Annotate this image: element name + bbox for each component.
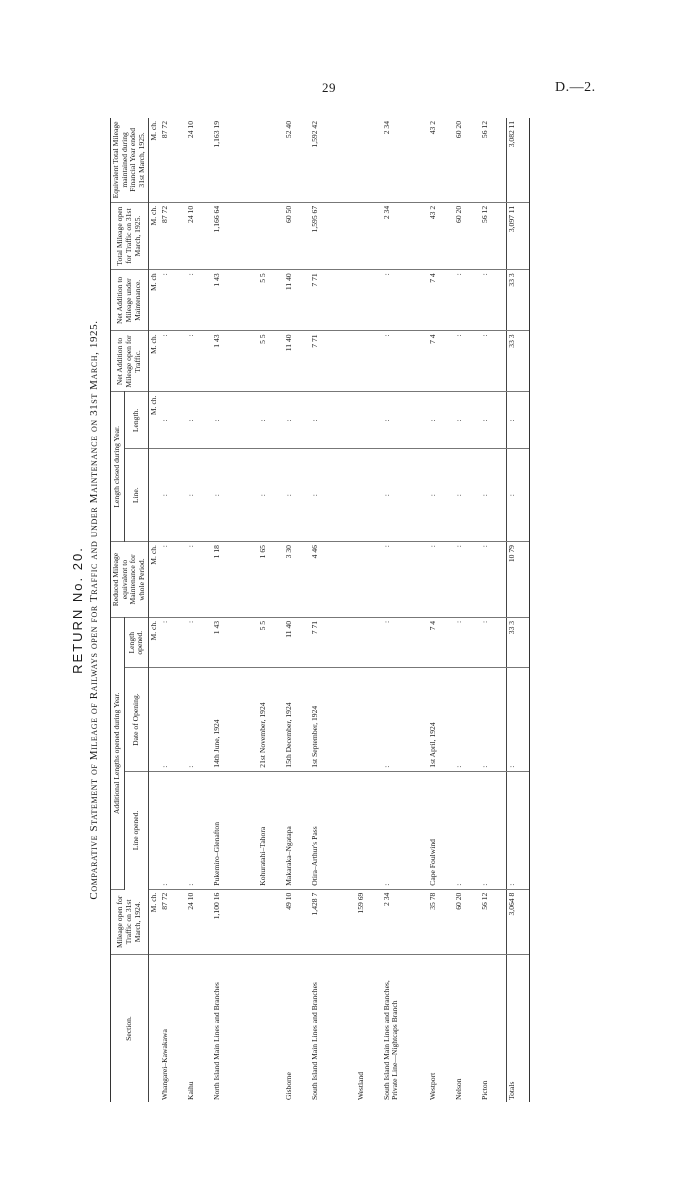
net-traffic-cell: 33 3: [506, 331, 529, 392]
closed-length-cell: :: [186, 392, 212, 449]
header-reduced: Reduced Mileage equivalent to Maintenance for whole Period.: [111, 542, 149, 618]
closed-line-cell: :: [506, 449, 529, 542]
equivalent-mileage-cell: [356, 118, 382, 202]
header-total: Total Mileage open for Traffic on 31st March, 1925.: [111, 202, 149, 269]
header-line-opened: Line opened.: [124, 771, 148, 889]
total-mileage-cell: 24 10: [186, 202, 212, 269]
equivalent-mileage-cell: 24 10: [186, 118, 212, 202]
total-mileage-cell: 1,166 64: [212, 202, 258, 269]
closed-line-cell: :: [186, 449, 212, 542]
date-opening-cell: :: [186, 668, 212, 771]
net-maintenance-cell: 7 71: [310, 270, 356, 331]
length-opened-cell: 1 43: [212, 617, 258, 668]
table-row: [212, 118, 258, 1102]
net-maintenance-cell: :: [186, 270, 212, 331]
table-row: [480, 118, 507, 1102]
closed-length-cell: :: [310, 392, 356, 449]
mileage-open-cell: 2 34: [382, 889, 428, 954]
unit-cell: M. ch.: [148, 889, 159, 954]
date-opening-cell: :: [480, 668, 507, 771]
closed-length-cell: :: [454, 392, 480, 449]
table-row: [428, 118, 454, 1102]
section-cell: Whangarei–Kawakawa: [159, 1029, 169, 1100]
closed-line-cell: :: [480, 449, 507, 542]
length-opened-cell: :: [454, 617, 480, 668]
length-opened-cell: 5 5: [258, 617, 284, 668]
header-mileage-open: Mileage open for Traffic on 31st March, 1924.: [111, 889, 149, 954]
reduced-mileage-cell: :: [160, 542, 186, 618]
closed-line-cell: :: [310, 449, 356, 542]
section-cell: Totals: [506, 955, 529, 1102]
section-cell: Westport: [427, 1072, 437, 1100]
net-maintenance-cell: 1 43: [212, 270, 258, 331]
length-opened-cell: 7 4: [428, 617, 454, 668]
header-length-opened: Length opened.: [124, 617, 148, 668]
page-number: 29: [322, 80, 336, 95]
reduced-mileage-cell: :: [480, 542, 507, 618]
total-mileage-cell: [258, 202, 284, 269]
mileage-open-cell: 24 10: [186, 889, 212, 954]
length-opened-cell: 7 71: [310, 617, 356, 668]
return-title: RETURN No. 20.: [70, 546, 85, 674]
unit-cell: M. ch.: [148, 118, 159, 202]
closed-line-cell: :: [258, 449, 284, 542]
line-opened-cell: :: [506, 771, 529, 889]
table-row: [284, 118, 310, 1102]
net-traffic-cell: 1 43: [212, 331, 258, 392]
header-net-traffic: Net Addition to Mileage open for Traffic.: [111, 331, 149, 392]
unit-cell: M. ch.: [148, 542, 159, 618]
net-traffic-cell: :: [480, 331, 507, 392]
net-traffic-cell: :: [454, 331, 480, 392]
mileage-table: [110, 118, 530, 1102]
closed-length-cell: :: [284, 392, 310, 449]
reduced-mileage-cell: :: [382, 542, 428, 618]
table-row: [160, 118, 186, 1102]
total-mileage-cell: 60 50: [284, 202, 310, 269]
total-mileage-cell: 56 12: [480, 202, 507, 269]
date-opening-cell: 14th June, 1924: [212, 668, 258, 771]
unit-cell: M. ch.: [148, 202, 159, 269]
reduced-mileage-cell: 1 65: [258, 542, 284, 618]
net-maintenance-cell: 33 3: [506, 270, 529, 331]
equivalent-mileage-cell: 87 72: [160, 118, 186, 202]
net-maintenance-cell: :: [160, 270, 186, 331]
reduced-mileage-cell: 4 46: [310, 542, 356, 618]
section-cell: Picton: [479, 1080, 489, 1100]
total-mileage-cell: 60 20: [454, 202, 480, 269]
equivalent-mileage-cell: 1,163 19: [212, 118, 258, 202]
table-row: [258, 118, 284, 1102]
total-mileage-cell: 87 72: [160, 202, 186, 269]
net-maintenance-cell: 7 4: [428, 270, 454, 331]
closed-line-cell: :: [454, 449, 480, 542]
net-maintenance-cell: :: [480, 270, 507, 331]
date-opening-cell: 21st November, 1924: [258, 668, 284, 771]
closed-line-cell: :: [382, 449, 428, 542]
line-opened-cell: [356, 771, 382, 889]
table-row: [310, 118, 356, 1102]
net-maintenance-cell: [356, 270, 382, 331]
unit-cell: M. ch.: [148, 331, 159, 392]
reduced-mileage-cell: 10 79: [506, 542, 529, 618]
table-row: [186, 118, 212, 1102]
line-opened-cell: Cape Foulwind: [428, 771, 454, 889]
section-cell: Kaihu: [185, 1081, 195, 1100]
mileage-open-cell: 3,064 8: [506, 889, 529, 954]
length-opened-cell: 11 40: [284, 617, 310, 668]
mileage-open-cell: [258, 889, 284, 954]
length-opened-cell: :: [480, 617, 507, 668]
date-opening-cell: :: [506, 668, 529, 771]
section-cell: Nelson: [453, 1078, 463, 1100]
closed-line-cell: :: [160, 449, 186, 542]
equivalent-mileage-cell: 52 40: [284, 118, 310, 202]
equivalent-mileage-cell: 43 2: [428, 118, 454, 202]
total-mileage-cell: 2 34: [382, 202, 428, 269]
net-traffic-cell: :: [186, 331, 212, 392]
header-closed: Length closed during Year.: [111, 392, 125, 542]
line-opened-cell: :: [454, 771, 480, 889]
header-net-maintenance: Net Addition to Mileage under Maintenance.: [111, 270, 149, 331]
length-opened-cell: :: [160, 617, 186, 668]
mileage-open-cell: 1,428 7: [310, 889, 356, 954]
line-opened-cell: Pukemiro–Glenafton: [212, 771, 258, 889]
net-traffic-cell: 11 40: [284, 331, 310, 392]
closed-length-cell: :: [506, 392, 529, 449]
unit-row: [148, 118, 159, 1102]
section-cell: Gisborne: [283, 1072, 293, 1100]
closed-length-cell: :: [428, 392, 454, 449]
table-row: [454, 118, 480, 1102]
closed-line-cell: [356, 449, 382, 542]
closed-line-cell: :: [428, 449, 454, 542]
date-opening-cell: :: [454, 668, 480, 771]
closed-line-cell: :: [212, 449, 258, 542]
line-opened-cell: :: [186, 771, 212, 889]
mileage-open-cell: 1,100 16: [212, 889, 258, 954]
line-opened-cell: :: [382, 771, 428, 889]
totals-row: [506, 118, 529, 1102]
reduced-mileage-cell: :: [454, 542, 480, 618]
unit-cell: M. ch: [148, 270, 159, 331]
mileage-open-cell: 60 20: [454, 889, 480, 954]
net-traffic-cell: 7 4: [428, 331, 454, 392]
rotated-return-table: [70, 110, 516, 1110]
net-maintenance-cell: :: [382, 270, 428, 331]
line-opened-cell: Makaraka–Ngatapa: [284, 771, 310, 889]
unit-cell: M. ch.: [148, 392, 159, 449]
closed-line-cell: :: [284, 449, 310, 542]
reduced-mileage-cell: :: [428, 542, 454, 618]
reduced-mileage-cell: :: [186, 542, 212, 618]
mileage-open-cell: 49 10: [284, 889, 310, 954]
closed-length-cell: [356, 392, 382, 449]
table-body: [148, 118, 529, 1102]
reduced-mileage-cell: [356, 542, 382, 618]
mileage-open-cell: 35 78: [428, 889, 454, 954]
length-opened-cell: :: [186, 617, 212, 668]
total-mileage-cell: 1,595 67: [310, 202, 356, 269]
document-code: D.—2.: [555, 80, 596, 95]
length-opened-cell: :: [382, 617, 428, 668]
equivalent-mileage-cell: 1,592 42: [310, 118, 356, 202]
section-cell: South Island Main Lines and Branches: [309, 982, 319, 1100]
line-opened-cell: :: [160, 771, 186, 889]
closed-length-cell: :: [480, 392, 507, 449]
net-maintenance-cell: :: [454, 270, 480, 331]
header-equivalent: Equivalent Total Mileage maintained during Financial Year ended 31st March, 1925.: [111, 118, 149, 202]
net-traffic-cell: :: [382, 331, 428, 392]
table-row: [382, 118, 428, 1102]
header-additional: Additional Lengths opened during Year.: [111, 617, 125, 889]
table-row: [356, 118, 382, 1102]
date-opening-cell: :: [382, 668, 428, 771]
length-opened-cell: [356, 617, 382, 668]
section-cell: Westland: [355, 1071, 365, 1100]
reduced-mileage-cell: 3 30: [284, 542, 310, 618]
header-closed-length: Length.: [124, 392, 148, 449]
net-traffic-cell: 7 71: [310, 331, 356, 392]
net-maintenance-cell: 5 5: [258, 270, 284, 331]
mileage-open-cell: 87 72: [160, 889, 186, 954]
date-opening-cell: 1st April, 1924: [428, 668, 454, 771]
equivalent-mileage-cell: [258, 118, 284, 202]
closed-length-cell: :: [212, 392, 258, 449]
total-mileage-cell: [356, 202, 382, 269]
date-opening-cell: 15th December, 1924: [284, 668, 310, 771]
equivalent-mileage-cell: 2 34: [382, 118, 428, 202]
mileage-open-cell: 159 69: [356, 889, 382, 954]
net-traffic-cell: :: [160, 331, 186, 392]
unit-cell: M. ch.: [148, 617, 159, 668]
date-opening-cell: 1st September, 1924: [310, 668, 356, 771]
mileage-open-cell: 56 12: [480, 889, 507, 954]
length-opened-cell: 33 3: [506, 617, 529, 668]
section-cell: South Island Main Lines and Branches, Private Line—Nightcaps Branch: [381, 980, 400, 1100]
closed-length-cell: :: [382, 392, 428, 449]
closed-length-cell: :: [258, 392, 284, 449]
equivalent-mileage-cell: 60 20: [454, 118, 480, 202]
net-traffic-cell: 5 5: [258, 331, 284, 392]
header-date-opening: Date of Opening.: [124, 668, 148, 771]
reduced-mileage-cell: 1 18: [212, 542, 258, 618]
header-closed-line: Line.: [124, 449, 148, 542]
section-cell: [258, 955, 284, 1102]
net-traffic-cell: [356, 331, 382, 392]
total-mileage-cell: 43 2: [428, 202, 454, 269]
date-opening-cell: :: [160, 668, 186, 771]
header-section: Section.: [111, 955, 149, 1102]
total-mileage-cell: 3,097 11: [506, 202, 529, 269]
equivalent-mileage-cell: 56 12: [480, 118, 507, 202]
net-maintenance-cell: 11 40: [284, 270, 310, 331]
table-title: Comparative Statement of Mileage of Railways open for Traffic and under Maintenance on 31st March, 1925.: [88, 320, 100, 900]
equivalent-mileage-cell: 3,082 11: [506, 118, 529, 202]
line-opened-cell: :: [480, 771, 507, 889]
line-opened-cell: Otira–Arthur's Pass: [310, 771, 356, 889]
section-cell: North Island Main Lines and Branches: [211, 982, 221, 1100]
line-opened-cell: Kohuratahi–Tahora: [258, 771, 284, 889]
date-opening-cell: [356, 668, 382, 771]
closed-length-cell: :: [160, 392, 186, 449]
